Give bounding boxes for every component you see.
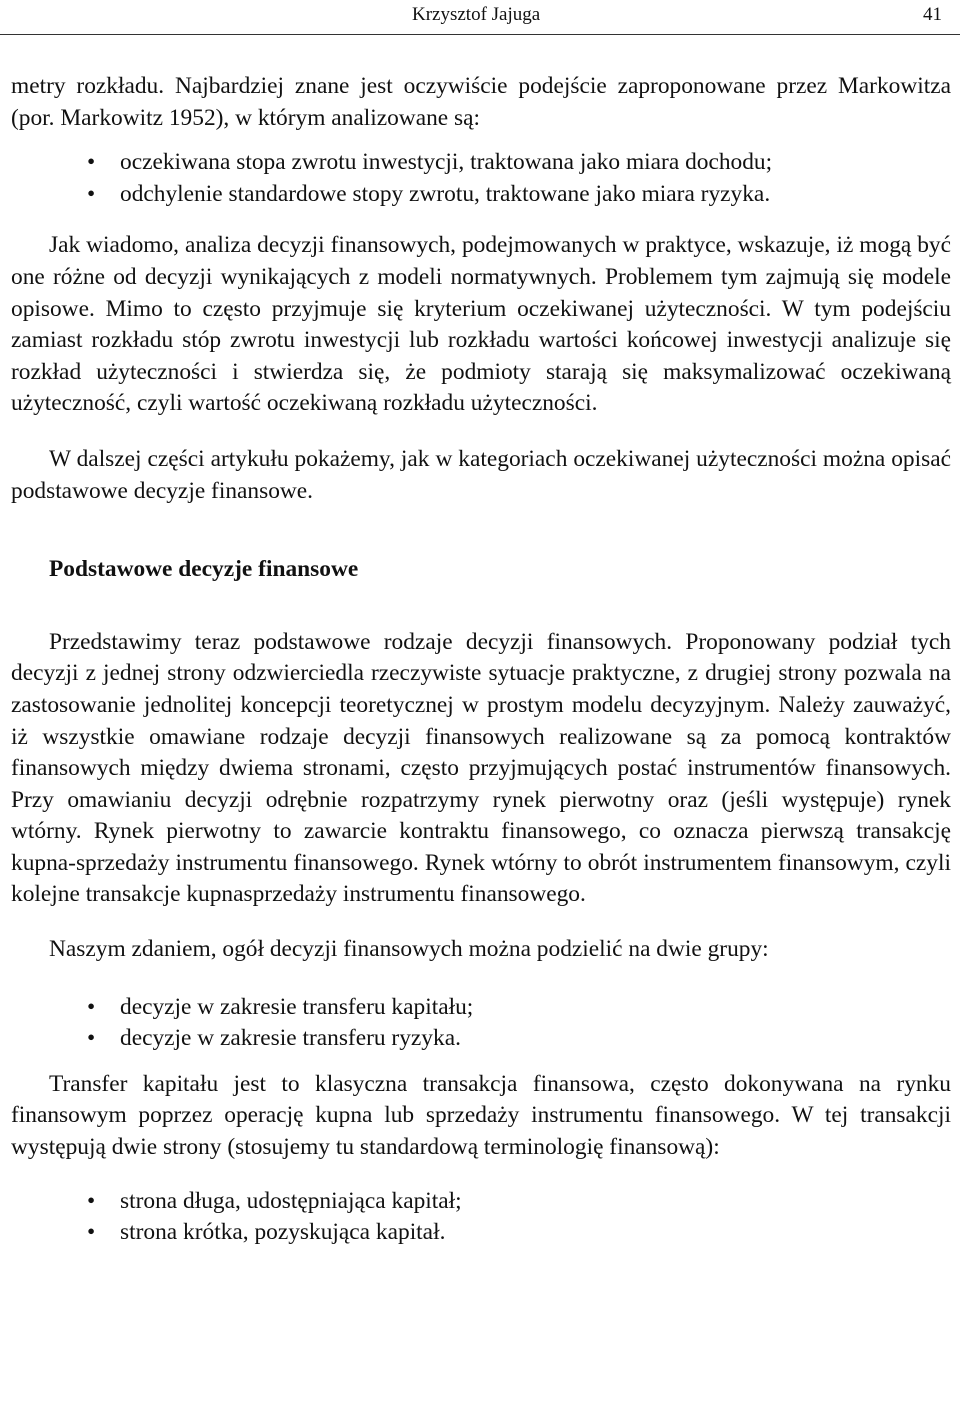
bullet-list-2 <box>11 992 951 1055</box>
list-item: • decyzje w zakresie transferu kapitału; <box>11 992 951 1024</box>
bullet-list-3 <box>11 1186 951 1249</box>
page-header <box>0 0 960 35</box>
paragraph-1: metry rozkładu. Najbardziej znane jest oczywiście podejście zaproponowane przez Markowitza (por. Markowitz 1952), w którym analizowane są: <box>11 73 951 131</box>
list-item: • odchylenie standardowe stopy zwrotu, traktowane jako miara ryzyka. <box>11 179 951 211</box>
page-number: 41 <box>923 4 942 25</box>
paragraph-2: Jak wiadomo, analiza decyzji finansowych, podejmowanych w praktyce, wskazuje, iż mogą być one różne od decyzji wynikających z modeli normatywnych. Problemem tym zajmują się modele opisowe. Mimo to często przyjmuje się kryterium oczekiwanej użyteczności. W tym podejściu zamiast rozkładu stóp zwrotu inwestycji lub rozkładu wartości końcowej inwestycji analizuje się rozkład użyteczności i stwierdza się, że podmioty starają się maksymalizować oczekiwaną użyteczność, czyli wartość oczekiwaną rozkładu użyteczności. <box>11 232 951 417</box>
list-item: • oczekiwana stopa zwrotu inwestycji, traktowana jako miara dochodu; <box>11 147 951 179</box>
running-head-author: Krzysztof Jajuga <box>412 4 541 25</box>
list-item: • strona długa, udostępniająca kapitał; <box>11 1186 951 1218</box>
page-body <box>11 71 951 1249</box>
paragraph-6: Transfer kapitału jest to klasyczna transakcja finansowa, często dokonywana na rynku finansowym poprzez operację kupna lub sprzedaży instrumentu finansowego. W tej transakcji występują dwie strony (stosujemy tu standardową terminologię finansową): <box>11 1070 951 1161</box>
paragraph-5: Naszym zdaniem, ogół decyzji finansowych można podzielić na dwie grupy: <box>49 936 769 963</box>
section-heading: Podstawowe decyzje finansowe <box>49 556 359 583</box>
paragraph-4: Przedstawimy teraz podstawowe rodzaje decyzji finansowych. Proponowany podział tych decyzji z jednej strony odzwierciedla rzeczywiste sytuacje praktyczne, z drugiej strony pozwala na zastosowanie jednolitej koncepcji teoretycznej w prostym modelu decyzyjnym. Należy zauważyć, iż wszystkie omawiane rodzaje decyzji finansowych realizowane są za pomocą kontraktów finansowych między dwiema stronami, często przyjmujących postać instrumentów finansowych. Przy omawianiu decyzji odrębnie rozpatrzymy rynek pierwotny oraz (jeśli występuje) rynek wtórny. Rynek pierwotny to zawarcie kontraktu finansowego, co oznacza pierwszą transakcję kupna-sprzedaży instrumentu finansowego. Rynek wtórny to obrót instrumentem finansowym, czyli kolejne transakcje kupnasprzedaży instrumentu finansowego. <box>11 628 951 908</box>
list-item: • decyzje w zakresie transferu ryzyka. <box>11 1023 951 1055</box>
paragraph-3: W dalszej części artykułu pokażemy, jak w kategoriach oczekiwanej użyteczności można opisać podstawowe decyzje finansowe. <box>11 445 951 504</box>
list-item: • strona krótka, pozyskująca kapitał. <box>11 1217 951 1249</box>
bullet-list-1 <box>11 147 951 210</box>
